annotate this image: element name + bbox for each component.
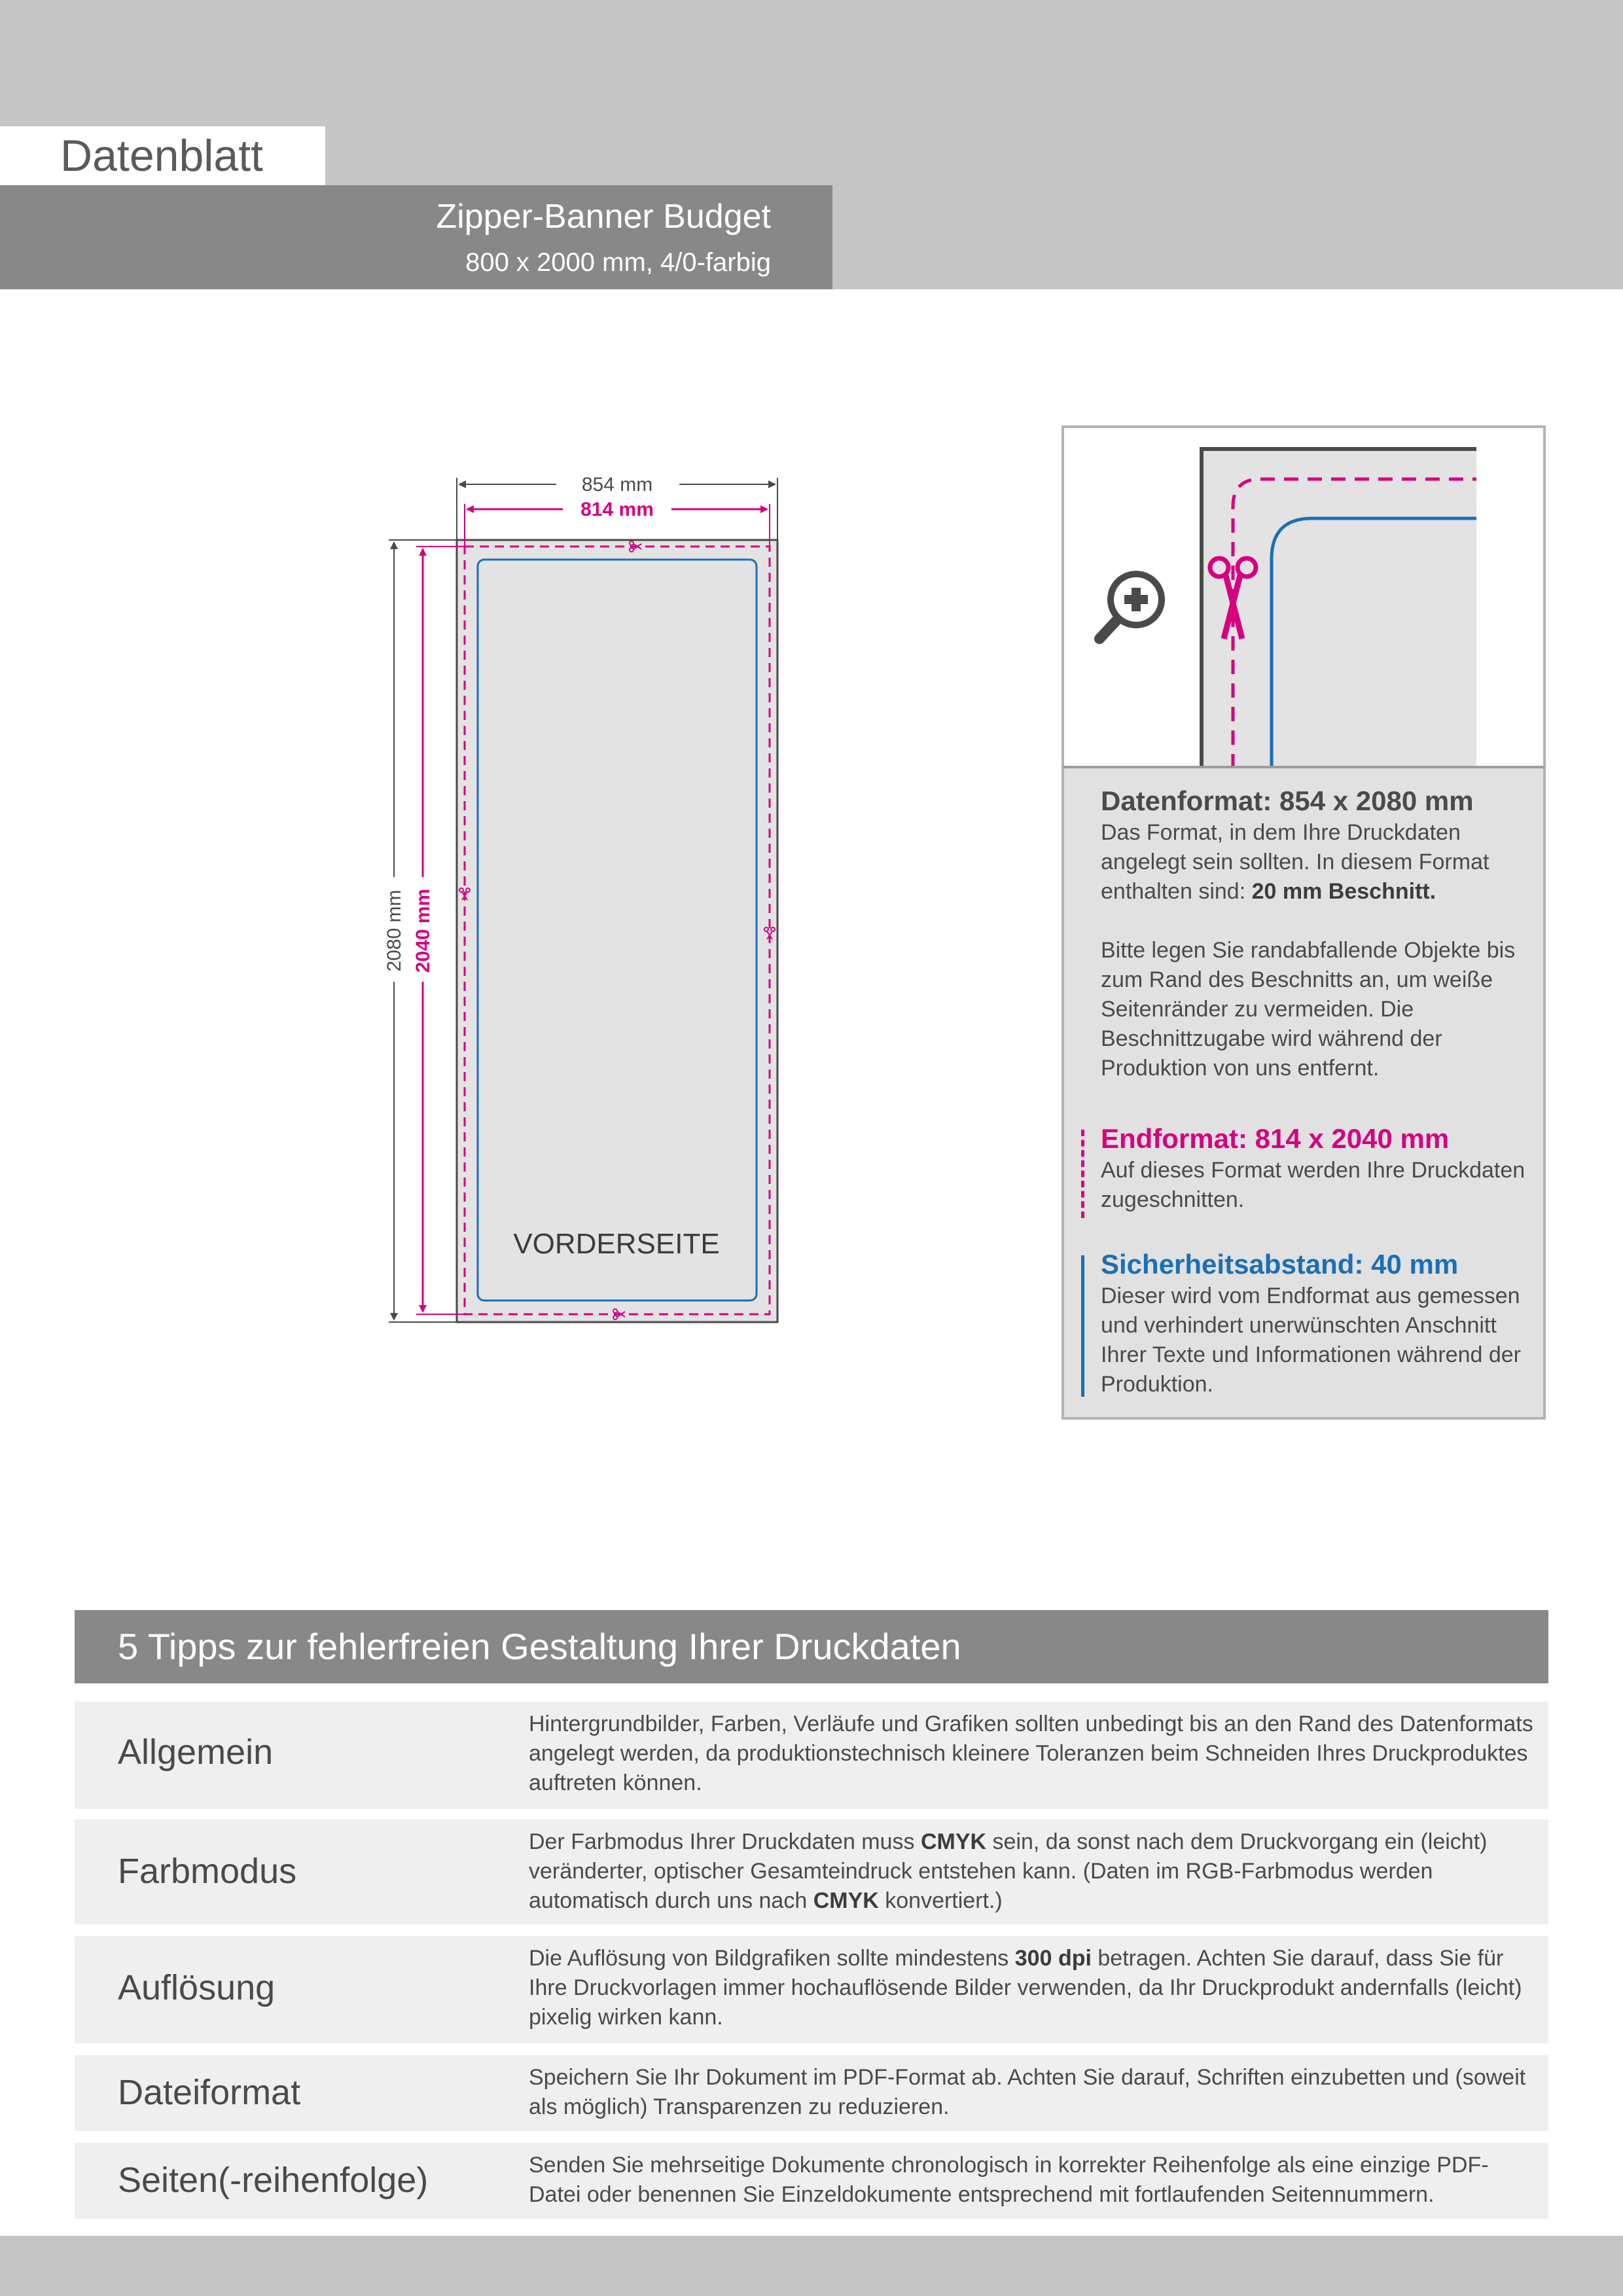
width-final-label: 814 mm: [580, 499, 654, 520]
tip-text: Der Farbmodus Ihrer Druckdaten muss CMYK sein, da sonst nach dem Druckvorgang ein (leicht) veränderter, optischer Gesamteindruck entstehen kann. (Daten im RGB-Farbmodus werden automatisch durch uns nach CMYK konvertiert.): [529, 1829, 1488, 1913]
tip-allgemein: [75, 1702, 1548, 1809]
tip-text: Senden Sie mehrseitige Dokumente chronologisch in korrekter Reihenfolge als eine einzige PDF-Datei oder benennen Sie Einzeldokumente entsprechend mit fortlaufenden Seitennummern.: [529, 2153, 1489, 2207]
product-spec: 800 x 2000 mm, 4/0-farbig: [465, 248, 771, 277]
tip-text: Hintergrundbilder, Farben, Verläufe und Grafiken sollten unbedingt bis an den Rand des Datenformats angelegt werden, da produktionstechnisch kleinere Toleranzen beim Schneiden Ihres Druckproduktes auftreten können.: [529, 1712, 1533, 1795]
sicherheit-marker: [1081, 1255, 1084, 1397]
tip-seiten: [75, 2143, 1548, 2219]
format-info-box: [1061, 766, 1546, 1420]
datenformat-text-2: Bitte legen Sie randabfallende Objekte bis zum Rand des Beschnitts an, um weiße Seitenränder zu vermeiden. Die Beschnittzugabe wird während der Produktion von uns entfernt.: [1101, 938, 1516, 1081]
tip-label: Auflösung: [118, 1968, 276, 2007]
sicherheit-text: Dieser wird vom Endformat aus gemessen und verhindert unerwünschten Anschnitt Ihrer Texte und Informationen während der Produktion.: [1101, 1283, 1521, 1397]
height-final-label: 2040 mm: [412, 888, 434, 973]
zoom-detail-graphic: [1064, 428, 1543, 766]
tip-label: Farbmodus: [118, 1852, 297, 1891]
width-data-label: 854 mm: [581, 474, 653, 495]
tip-dateiformat: [75, 2055, 1548, 2131]
banner-diagram: [366, 458, 812, 1342]
tips-heading: 5 Tipps zur fehlerfreien Gestaltung Ihrer Druckdaten: [118, 1626, 961, 1667]
page-title-tab: [0, 126, 325, 185]
tip-label: Allgemein: [118, 1732, 274, 1772]
product-name: Zipper-Banner Budget: [436, 198, 771, 236]
bottom-band: [0, 2236, 1623, 2296]
zoom-detail: [1061, 425, 1546, 766]
endformat-text: Auf dieses Format werden Ihre Druckdaten zugeschnitten.: [1101, 1158, 1525, 1212]
data-format-area: [457, 540, 777, 1322]
tip-aufloesung: [75, 1936, 1548, 2043]
sicherheit-title: Sicherheitsabstand: 40 mm: [1101, 1249, 1459, 1280]
product-bar: [0, 185, 832, 289]
datenformat-title: Datenformat: 854 x 2080 mm: [1101, 785, 1474, 816]
tip-label: Dateiformat: [118, 2073, 301, 2112]
page-title: Datenblatt: [60, 131, 263, 181]
magnifier-plus-icon: [1099, 571, 1165, 639]
tip-label: Seiten(-reihenfolge): [118, 2161, 429, 2200]
tips-heading-bar: [75, 1610, 1548, 1683]
side-label: VORDERSEITE: [513, 1228, 720, 1260]
endformat-title: Endformat: 814 x 2040 mm: [1101, 1123, 1450, 1154]
tip-farbmodus: [75, 1820, 1548, 1924]
height-data-label: 2080 mm: [383, 889, 405, 972]
tip-text: Die Auflösung von Bildgrafiken sollte mindestens 300 dpi betragen. Achten Sie darauf, dass Sie für Ihre Druckvorlagen immer hochauflösende Bilder verwenden, da Ihr Druckprodukt andernfalls (leicht) pixelig wirken kann.: [529, 1946, 1522, 2030]
tip-text: Speichern Sie Ihr Dokument im PDF-Format ab. Achten Sie darauf, Schriften einzubetten und (soweit als möglich) Transparenzen zu reduzieren.: [529, 2065, 1526, 2119]
datenformat-text: Das Format, in dem Ihre Druckdaten angelegt sein sollten. In diesem Format enthalten sind: 20 mm Beschnitt.: [1101, 820, 1489, 904]
endformat-marker: [1081, 1130, 1084, 1218]
